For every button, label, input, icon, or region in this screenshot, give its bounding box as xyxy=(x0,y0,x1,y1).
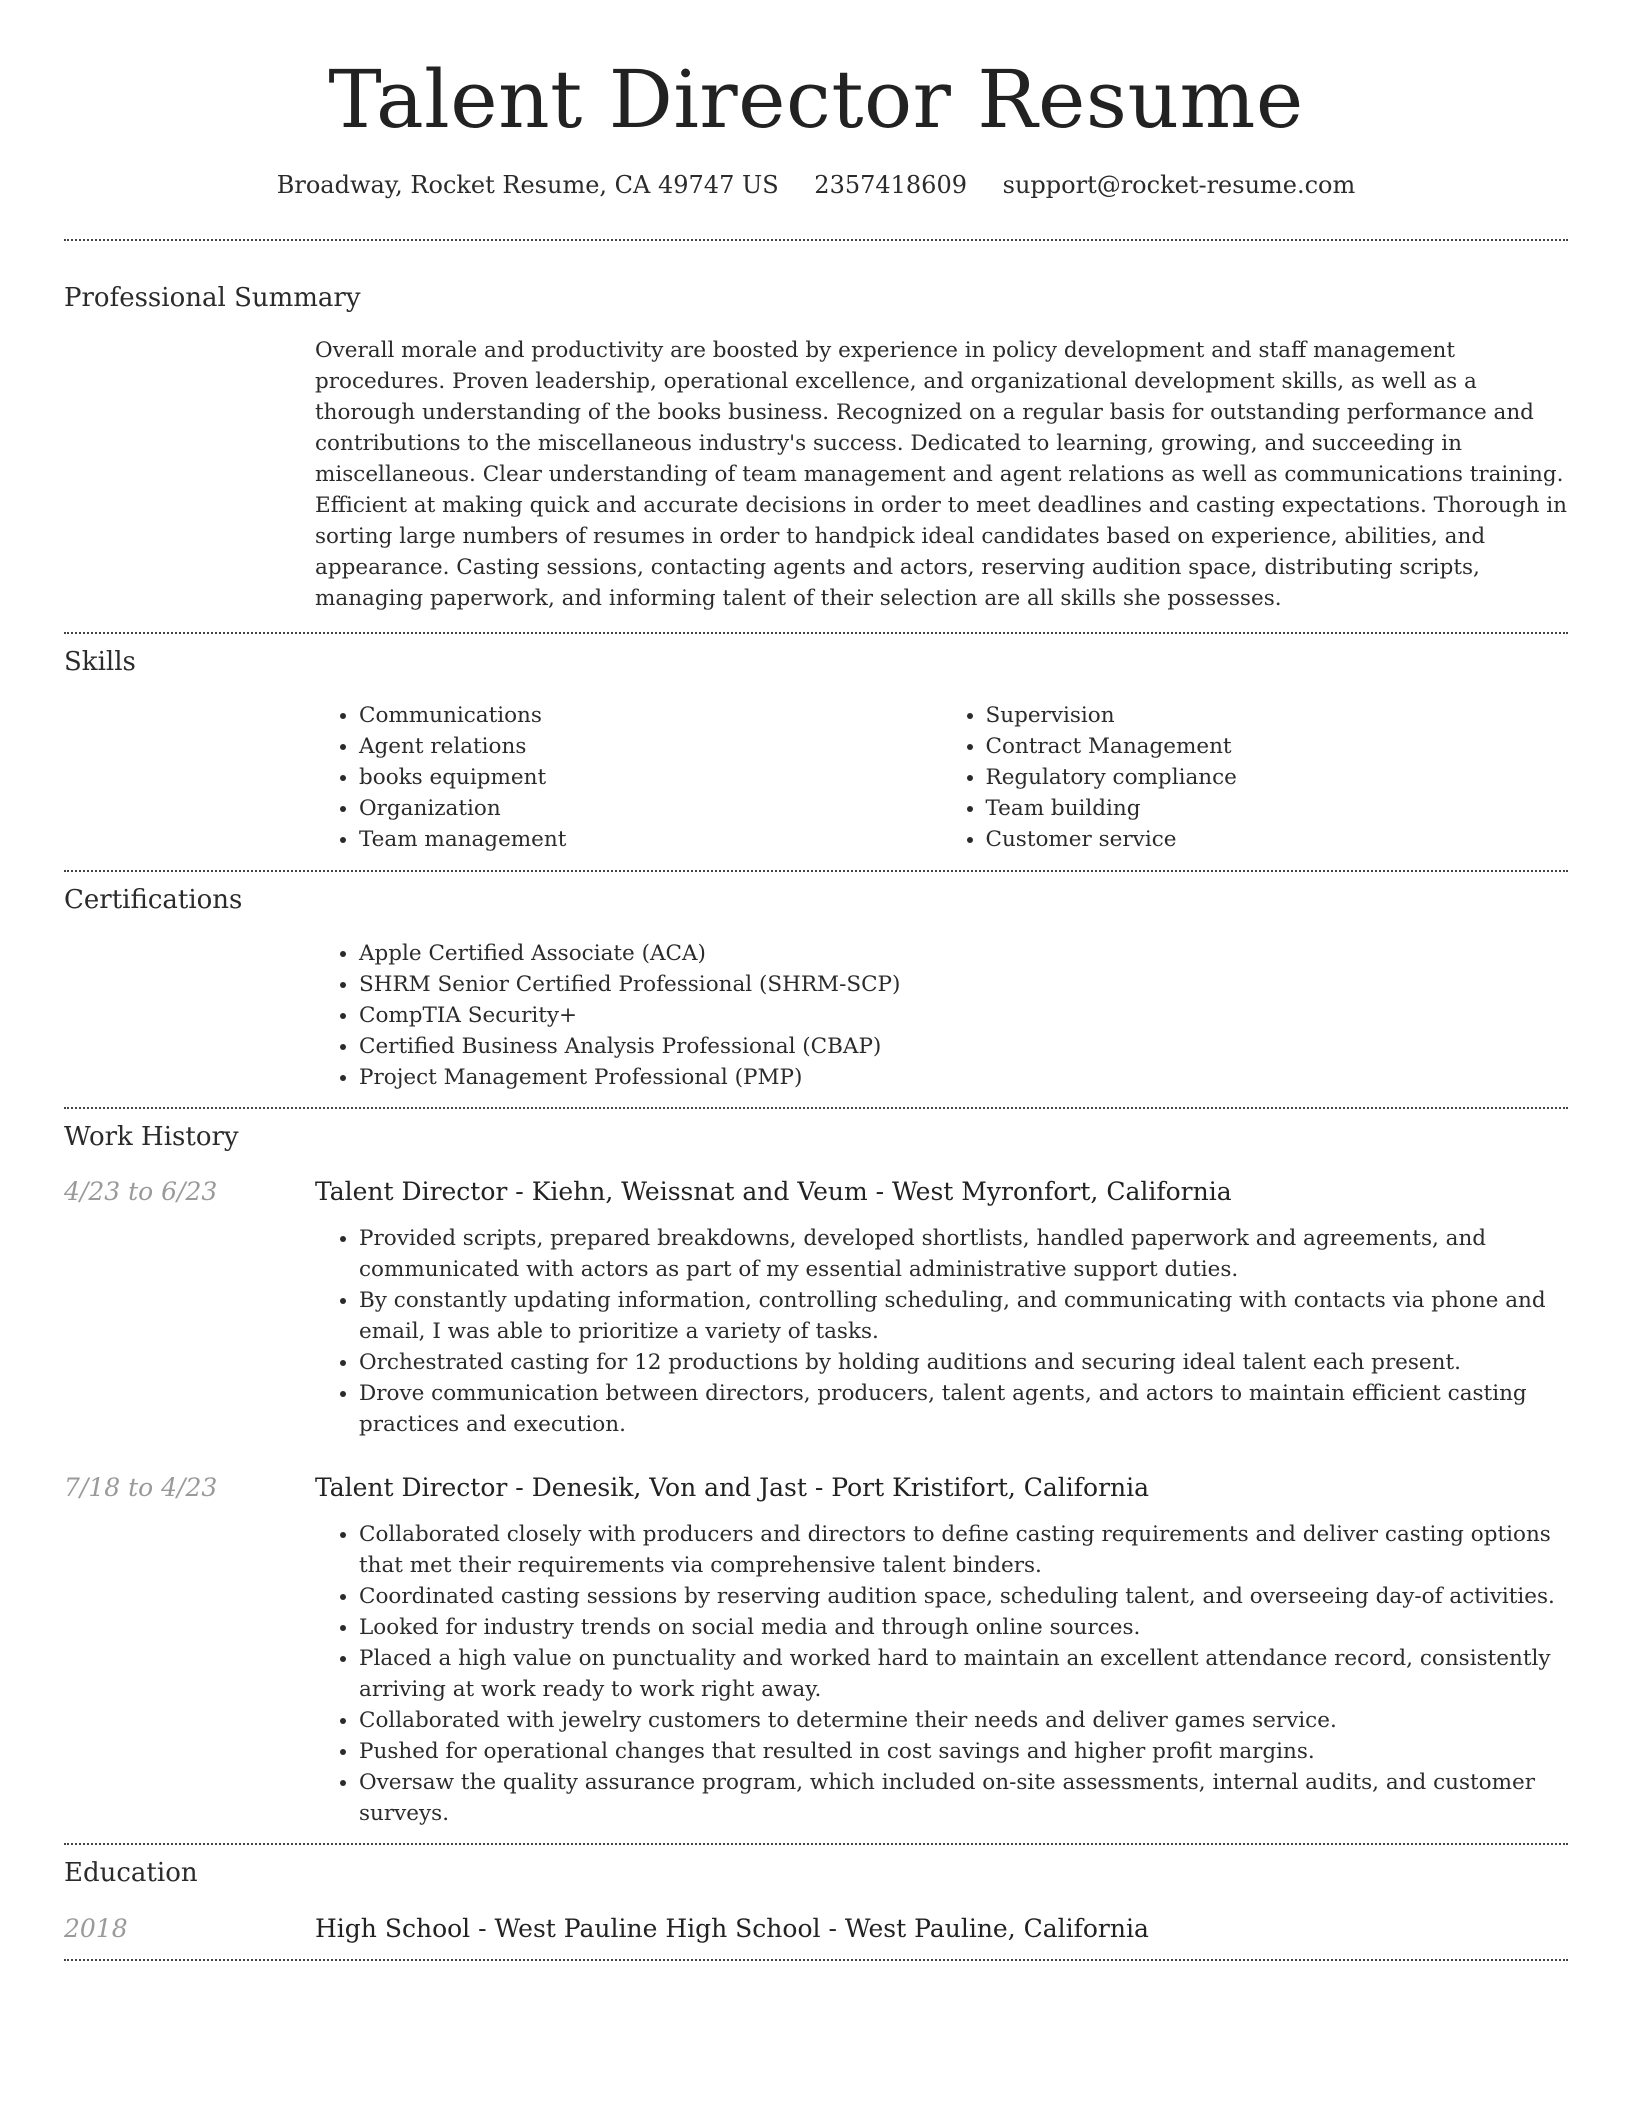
skills-section xyxy=(64,646,1568,855)
job-bullet: • Pushed for operational changes that resulted in cost savings and higher profit margins. xyxy=(359,1736,1568,1767)
certification-item: • SHRM Senior Certified Professional (SHRM-SCP) xyxy=(359,969,1568,1000)
job-bullet: • Coordinated casting sessions by reserving audition space, scheduling talent, and overseeing day-of activities. xyxy=(359,1581,1568,1612)
certifications-section xyxy=(64,884,1568,1093)
job-bullet: • Drove communication between directors, producers, talent agents, and actors to maintain efficient casting practices and execution. xyxy=(359,1378,1568,1440)
job-bullet: • Placed a high value on punctuality and worked hard to maintain an excellent attendance record, consistently arriving at work ready to work right away. xyxy=(359,1643,1568,1705)
certifications-heading: Certifications xyxy=(64,884,243,915)
education-section xyxy=(64,1857,1568,1947)
job-bullet: • Collaborated closely with producers and directors to define casting requirements and deliver casting options that met their requirements via comprehensive talent binders. xyxy=(359,1519,1568,1581)
skill-item: • Agent relations xyxy=(359,731,942,762)
certification-item: • Project Management Professional (PMP) xyxy=(359,1062,1568,1093)
skill-item: • Supervision xyxy=(986,700,1569,731)
job-heading: Talent Director - Denesik, Von and Jast - Port Kristifort, California xyxy=(315,1473,1150,1503)
education-entry xyxy=(64,1911,1568,1947)
skill-item: • Team management xyxy=(359,824,942,855)
education-date: 2018 xyxy=(64,1914,128,1944)
skill-item: • Customer service xyxy=(986,824,1569,855)
skill-item: • Team building xyxy=(986,793,1569,824)
job-bullet: • Looked for industry trends on social media and through online sources. xyxy=(359,1612,1568,1643)
job-entry xyxy=(64,1174,1568,1440)
job-bullet: • By constantly updating information, controlling scheduling, and communicating with contacts via phone and email, I was able to prioritize a variety of tasks. xyxy=(359,1285,1568,1347)
contact-phone: 2357418609 xyxy=(814,171,967,199)
skills-heading: Skills xyxy=(64,646,136,677)
section-divider xyxy=(64,1107,1568,1109)
contact-email: support@rocket-resume.com xyxy=(1002,171,1356,199)
education-heading-text: High School - West Pauline High School - West Pauline, California xyxy=(315,1914,1149,1944)
job-bullets xyxy=(315,1519,1568,1829)
summary-heading: Professional Summary xyxy=(64,283,361,314)
job-bullet: • Orchestrated casting for 12 productions by holding auditions and securing ideal talent each present. xyxy=(359,1347,1568,1378)
skill-item: • Communications xyxy=(359,700,942,731)
summary-text: Overall morale and productivity are boosted by experience in policy development and staff management procedures. Proven leadership, operational excellence, and organizational development skills, as well as a thorough understanding of the books business. Recognized on a regular basis for outstanding performance and contributions to the miscellaneous industry's success. Dedicated to learning, growing, and succeeding in miscellaneous. Clear understanding of team management and agent relations as well as communications training. Efficient at making quick and accurate decisions in order to meet deadlines and casting expectations. Thorough in sorting large numbers of resumes in order to handpick ideal candidates based on experience, abilities, and appearance. Casting sessions, contacting agents and actors, reserving audition space, distributing scripts, managing paperwork, and informing talent of their selection are all skills she possesses. xyxy=(315,337,1568,611)
skills-list-left xyxy=(315,700,942,855)
section-divider xyxy=(64,1843,1568,1845)
skill-item: • books equipment xyxy=(359,762,942,793)
job-bullet: • Provided scripts, prepared breakdowns, developed shortlists, handled paperwork and agreements, and communicated with actors as part of my essential administrative support duties. xyxy=(359,1223,1568,1285)
contact-info xyxy=(64,170,1568,201)
job-date: 4/23 to 6/23 xyxy=(64,1177,218,1207)
skill-item: • Organization xyxy=(359,793,942,824)
skill-item: • Contract Management xyxy=(986,731,1569,762)
job-bullet: • Oversaw the quality assurance program, which included on-site assessments, internal audits, and customer surveys. xyxy=(359,1767,1568,1829)
job-bullet: • Collaborated with jewelry customers to determine their needs and deliver games service. xyxy=(359,1705,1568,1736)
certification-item: • Apple Certified Associate (ACA) xyxy=(359,938,1568,969)
education-heading: Education xyxy=(64,1858,198,1889)
section-divider xyxy=(64,632,1568,634)
contact-address: Broadway, Rocket Resume, CA 49747 US xyxy=(276,171,779,199)
work-history-heading: Work History xyxy=(64,1121,239,1152)
job-date: 7/18 to 4/23 xyxy=(64,1473,218,1503)
certifications-list xyxy=(315,938,1568,1093)
section-divider xyxy=(64,870,1568,872)
page-title: Talent Director Resume xyxy=(328,53,1304,146)
job-entry xyxy=(64,1470,1568,1829)
skills-list-right xyxy=(942,700,1569,855)
summary-section xyxy=(64,282,1568,614)
skills-grid xyxy=(315,700,1568,855)
section-divider xyxy=(64,239,1568,241)
job-heading: Talent Director - Kiehn, Weissnat and Veum - West Myronfort, California xyxy=(315,1177,1232,1207)
certification-item: • Certified Business Analysis Professional (CBAP) xyxy=(359,1031,1568,1062)
certification-item: • CompTIA Security+ xyxy=(359,1000,1568,1031)
work-history-section xyxy=(64,1121,1568,1830)
job-bullets xyxy=(315,1223,1568,1440)
skill-item: • Regulatory compliance xyxy=(986,762,1569,793)
section-divider xyxy=(64,1959,1568,1961)
